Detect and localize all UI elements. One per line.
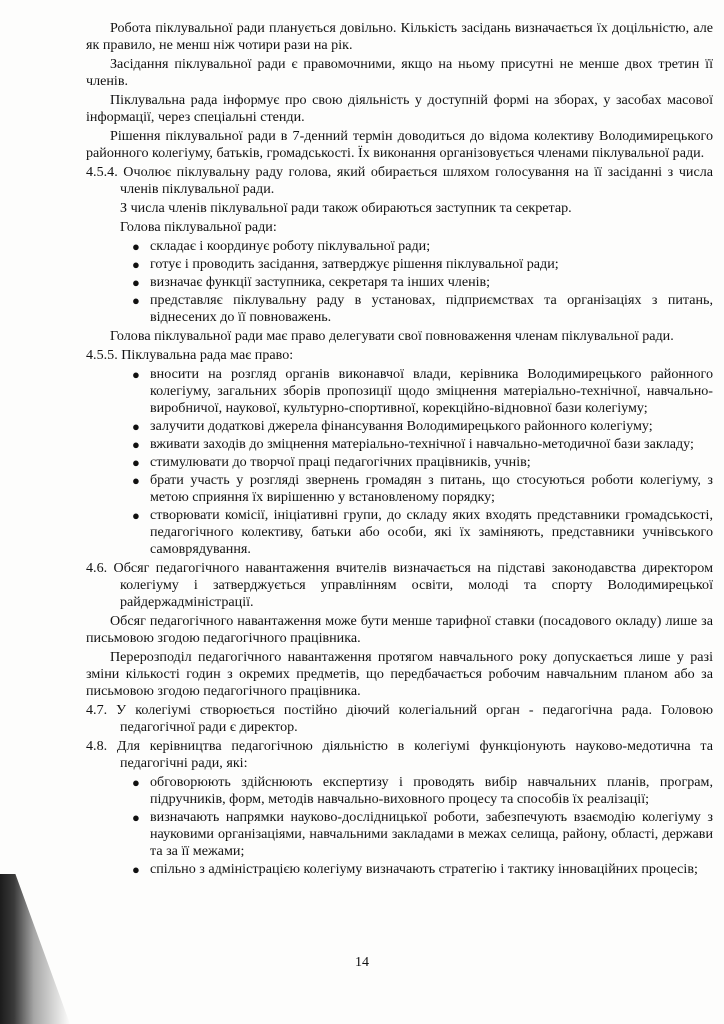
- bullet-icon: ●: [132, 437, 140, 452]
- list-item: ● визначають напрямки науково-дослідницької роботи, забезпечують взаємодію колегіуму з науковими організаціями, навчальними закладами в межах селища, району, області, держави та за її межами;: [132, 809, 713, 859]
- section-4-8: 4.8. Для керівництва педагогічною діяльністю в колегіумі функціонують науково-медотична та педагогічні ради, які:: [86, 738, 713, 771]
- paragraph-workload: Обсяг педагогічного навантаження може бути менше тарифної ставки (посадового окладу) лише за письмовою згодою педагогічного працівника.: [86, 613, 713, 646]
- bullet-icon: ●: [132, 257, 140, 272]
- bullet-icon: ●: [132, 275, 140, 290]
- scan-edge-shadow: [0, 874, 70, 1024]
- bullet-icon: ●: [132, 862, 140, 877]
- paragraph-informing: Піклувальна рада інформує про свою діяльність у доступній формі на зборах, у засобах масової інформації, через спеціальні стенди.: [86, 92, 713, 125]
- list-item: ● стимулювати до творчої праці педагогічних працівників, учнів;: [132, 454, 531, 470]
- section-4-5-4: 4.5.4. Очолює піклувальну раду голова, який обирається шляхом голосування на її засіданні з числа членів піклувальної ради.: [86, 164, 713, 197]
- page-number: 14: [355, 955, 369, 970]
- section-4-7: 4.7. У колегіумі створюється постійно діючий колегіальний орган - педагогічна рада. Головою педагогічної ради є директор.: [86, 702, 713, 735]
- paragraph-redistribution: Перерозподіл педагогічного навантаження протягом навчального року допускається лише у разі зміни кількості годин з окремих предметів, що передбачається робочим навчальним планом або за письмовою згодою педагогічного працівника.: [86, 649, 713, 699]
- paragraph-meetings: Робота піклувальної ради планується довільно. Кількість засідань визначається їх доцільністю, але як правило, не менш ніж чотири рази на рік.: [86, 20, 713, 53]
- bullet-icon: ●: [132, 367, 140, 382]
- bullet-icon: ●: [132, 455, 140, 470]
- list-item: ● представляє піклувальну раду в установах, підприємствах та організаціях з питань, віднесених до її повноважень.: [132, 292, 713, 325]
- paragraph-deputy: З числа членів піклувальної ради також обираються заступник та секретар.: [120, 200, 572, 216]
- paragraph-head-title: Голова піклувальної ради:: [120, 219, 277, 235]
- bullet-icon: ●: [132, 293, 140, 308]
- section-4-6: 4.6. Обсяг педагогічного навантаження вчителів визначається на підставі законодавства директором колегіуму і затверджується управлінням освіти, молоді та спорту Володимирецької райдержадміністрації.: [86, 560, 713, 610]
- list-item: ● визначає функції заступника, секретаря та інших членів;: [132, 274, 491, 290]
- list-item: ● вносити на розгляд органів виконавчої влади, керівника Володимирецького районного колегіуму, загальних зборів пропозиції щодо зміцнення матеріально-технічної, навчально-виробничої, наукової, культурно-спортивної, корекційно-відновної бази колегіуму;: [132, 366, 713, 416]
- bullet-icon: ●: [132, 810, 140, 825]
- paragraph-decisions: Рішення піклувальної ради в 7-денний термін доводиться до відома колективу Володимирецького районного колегіуму, батьків, громадськості. Їх виконання організовується членами піклувальної ради.: [86, 128, 713, 161]
- list-item: ● залучити додаткові джерела фінансування Володимирецького районного колегіуму;: [132, 418, 653, 434]
- bullet-icon: ●: [132, 473, 140, 488]
- council-rights-list: [86, 366, 713, 558]
- bullet-icon: ●: [132, 419, 140, 434]
- list-item: ● спільно з адміністрацією колегіуму визначають стратегію і тактику інноваційних процесів;: [132, 861, 698, 877]
- paragraph-quorum: Засідання піклувальної ради є правомочними, якщо на ньому присутні не менше двох третин її членів.: [86, 56, 713, 89]
- list-item: ● створювати комісії, ініціативні групи, до складу яких входять представники громадськості, педагогічного колективу, батьки або особи, які їх заміняють, представники учнівського самоврядування.: [132, 507, 713, 557]
- bullet-icon: ●: [132, 239, 140, 254]
- head-duties-list: [86, 238, 713, 326]
- list-item: ● обговорюють здійснюють експертизу і проводять вибір навчальних планів, програм, підручників, форм, методів навчально-виховного процесу та способів їх реалізації;: [132, 774, 713, 807]
- section-4-5-5: 4.5.5. Піклувальна рада має право:: [86, 347, 294, 363]
- bullet-icon: ●: [132, 775, 140, 790]
- councils-functions-list: [86, 774, 713, 878]
- list-item: ● готує і проводить засідання, затверджує рішення піклувальної ради;: [132, 256, 559, 272]
- list-item: ● складає і координує роботу піклувальної ради;: [132, 238, 431, 254]
- document-body: [86, 20, 713, 880]
- list-item: ● брати участь у розгляді звернень громадян з питань, що стосуються роботи колегіуму, з метою сприяння їх вирішенню у встановленому порядку;: [132, 472, 713, 505]
- paragraph-delegate: Голова піклувальної ради має право делегувати свої повноваження членам піклувальної ради.: [110, 328, 674, 344]
- list-item: ● вживати заходів до зміцнення матеріально-технічної і навчально-методичної бази закладу;: [132, 436, 694, 452]
- bullet-icon: ●: [132, 508, 140, 523]
